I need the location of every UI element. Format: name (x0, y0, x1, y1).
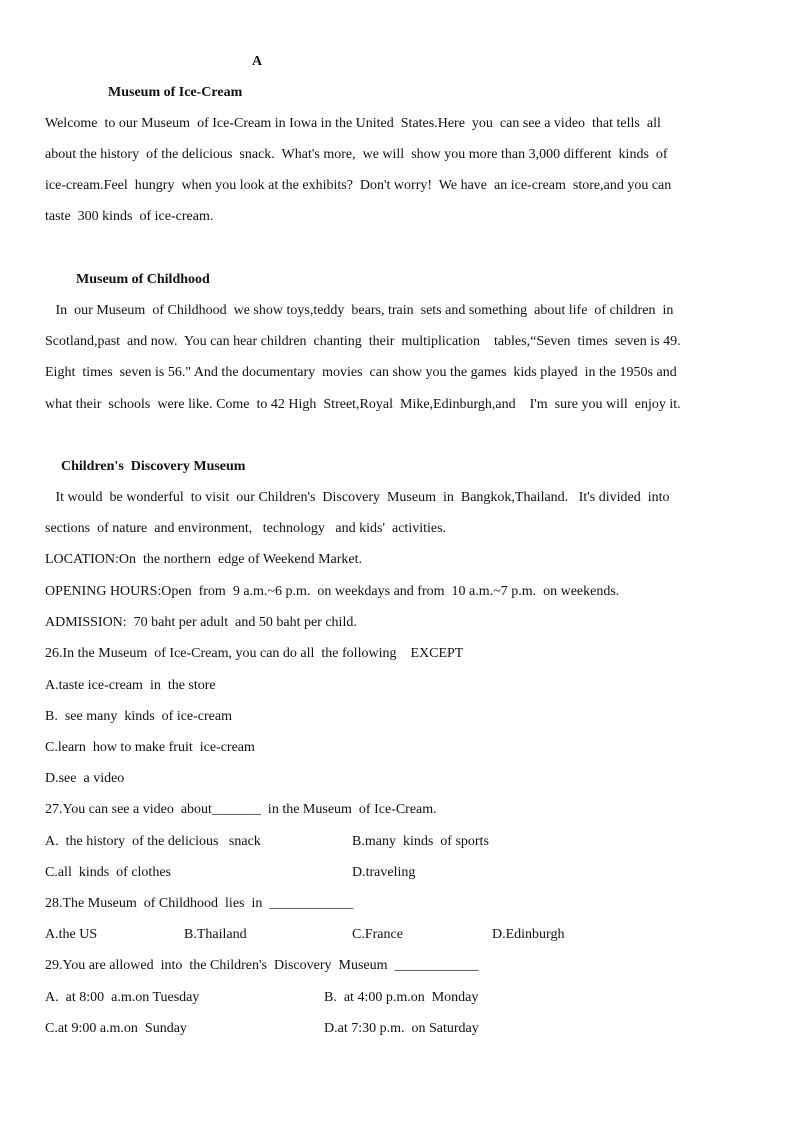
paragraph-line: Welcome to our Museum of Ice-Cream in Iowa in the United States.Here you can see a video that tells all (45, 116, 661, 131)
answer-option: D.see a video (45, 771, 125, 786)
answer-option: B.many kinds of sports (352, 834, 489, 849)
answer-option: C.all kinds of clothes (45, 865, 171, 880)
paragraph-line: about the history of the delicious snack. What's more, we will show you more than 3,000 different kinds of (45, 147, 668, 162)
admission-line: ADMISSION: 70 baht per adult and 50 baht per child. (45, 615, 357, 630)
answer-option: B.Thailand (184, 927, 247, 942)
paragraph-line: Eight times seven is 56." And the documentary movies can show you the games kids played in the 1950s and (45, 365, 677, 380)
paragraph-line: Scotland,past and now. You can hear children chanting their multiplication tables,“Seven times seven is 49. (45, 334, 681, 349)
question-stem: 29.You are allowed into the Children's Discovery Museum ____________ (45, 958, 479, 973)
question-stem: 27.You can see a video about_______ in the Museum of Ice-Cream. (45, 802, 437, 817)
question-stem: 26.In the Museum of Ice-Cream, you can do all the following EXCEPT (45, 646, 464, 661)
answer-option: D.traveling (352, 865, 416, 880)
paragraph-line: In our Museum of Childhood we show toys,teddy bears, train sets and something about life of children in (45, 303, 674, 318)
answer-option: A.the US (45, 927, 98, 942)
answer-option: B. at 4:00 p.m.on Monday (324, 990, 479, 1005)
answer-option: B. see many kinds of ice-cream (45, 709, 232, 724)
question-stem: 28.The Museum of Childhood lies in ____________ (45, 896, 354, 911)
answer-option: D.at 7:30 p.m. on Saturday (324, 1021, 479, 1036)
answer-option: C.at 9:00 a.m.on Sunday (45, 1021, 187, 1036)
opening-hours-line: OPENING HOURS:Open from 9 a.m.~6 p.m. on weekdays and from 10 a.m.~7 p.m. on weekends. (45, 584, 620, 599)
paragraph-line: It would be wonderful to visit our Children's Discovery Museum in Bangkok,Thailand. It's divided into (45, 490, 670, 505)
answer-option: A. at 8:00 a.m.on Tuesday (45, 990, 200, 1005)
paragraph-line: what their schools were like. Come to 42 High Street,Royal Mike,Edinburgh,and I'm sure you will enjoy it. (45, 397, 681, 412)
answer-option: D.Edinburgh (492, 927, 565, 942)
answer-option: A. the history of the delicious snack (45, 834, 261, 849)
answer-option: A.taste ice-cream in the store (45, 678, 216, 693)
museum-title-childhood: Museum of Childhood (76, 272, 210, 287)
museum-title-discovery: Children's Discovery Museum (61, 459, 246, 474)
answer-option: C.France (352, 927, 403, 942)
paragraph-line: taste 300 kinds of ice-cream. (45, 209, 214, 224)
museum-title-ice-cream: Museum of Ice-Cream (108, 85, 243, 100)
section-letter: A (252, 54, 263, 69)
paragraph-line: ice-cream.Feel hungry when you look at the exhibits? Don't worry! We have an ice-cream store,and you can (45, 178, 672, 193)
answer-option: C.learn how to make fruit ice-cream (45, 740, 255, 755)
location-line: LOCATION:On the northern edge of Weekend Market. (45, 552, 363, 567)
paragraph-line: sections of nature and environment, technology and kids' activities. (45, 521, 447, 536)
